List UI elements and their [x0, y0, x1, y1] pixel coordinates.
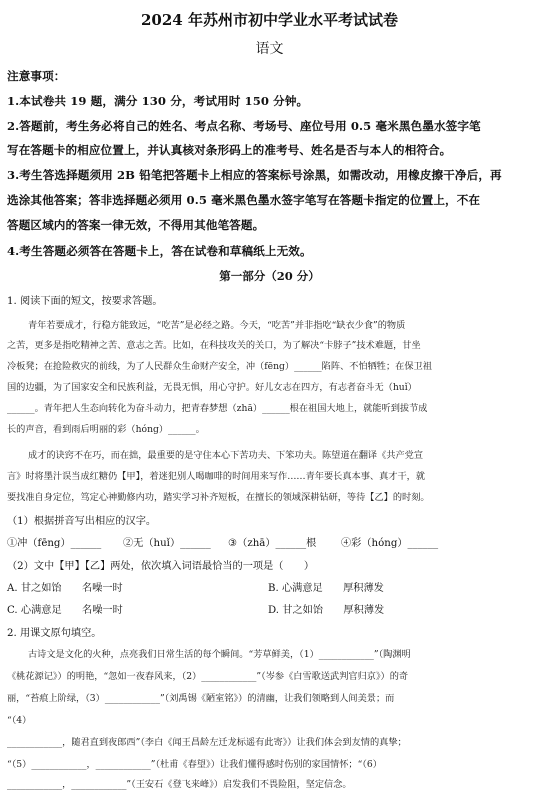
option-a: A. 甘之如饴 名噪一时 — [7, 583, 123, 594]
notice-line: 选涂其他答案；答非选择题必须用 0.5 毫米黑色墨水签字笔写在答题卡指定的位置上，不在 — [7, 193, 481, 207]
q2-line: ____________，随君直到夜郎西”（李白《闻王昌龄左迁龙标遥有此寄》）让我们体会到友情的真挚； — [7, 737, 407, 748]
notice-line: 4.考生答题必须答在答题卡上，答在试卷和草稿纸上无效。 — [7, 244, 312, 258]
notice-line: 3.考生答选择题须用 2B 铅笔把答题卡上相应的答案标号涂黑，如需改动，用橡皮擦干净后，再 — [7, 168, 502, 182]
passage-line: 言》时将墨汁误当成红糖仍【甲】，着迷犯别人喝咖啡的时间用来写作……青年要长真本事、真才干，就 — [7, 471, 426, 482]
blank-fill: ②无（huǐ）______ — [123, 538, 211, 549]
subject-title: 语文 — [255, 41, 284, 57]
q2-line: “（4） — [7, 715, 32, 726]
notice-line: 写在答题卡的相应位置上，并认真核对条形码上的准考号、姓名是否与本人的相符合。 — [7, 143, 452, 157]
exam-title: 2024 年苏州市初中学业水平考试试卷 — [141, 11, 398, 29]
q2-line: 丽，“苔痕上阶绿，（3）____________”（刘禹锡《陋室铭》）的清幽，让我们领略到人间美景；而 — [7, 693, 395, 704]
blank-fill: ③（zhā）______根 — [228, 538, 317, 549]
q1-prompt: 1. 阅读下面的短文，按要求答题。 — [7, 296, 163, 307]
blank-fill: ④彩（hóng）______ — [341, 538, 439, 549]
passage-line: 青年若要成才，行稳方能致远，“吃苦”是必经之路。今天，“吃苦”并非指吃“缺衣少食”的物质 — [28, 320, 406, 331]
q2-line: 古诗文是文化的火种，点亮我们日常生活的每个瞬间。“芳草鲜美，（1）____________”（陶渊明 — [28, 649, 411, 660]
notice-heading: 注意事项： — [7, 69, 66, 83]
q2-line: ____________，____________”（王安石《登飞来峰》）启发我们不畏险阻，坚定信念。 — [7, 779, 352, 790]
blank-fill: ①冲（fēng）______ — [7, 538, 102, 549]
q2-line: 《桃花源记》）的明艳，“忽如一夜春风来，（2）____________”（岑参《白雪歌送武判官归京》）的奇 — [7, 671, 409, 682]
passage-line: 国的边疆，为了国家安全和民族利益，无畏无惧，用心守护。好儿女志在四方，有志者奋斗无（huǐ） — [7, 382, 417, 393]
passage-line: 成才的诀窍不在巧，而在拙，最重要的是守住本心下苦功夫、下笨功夫。陈望道在翻译《共产党宣 — [28, 450, 424, 461]
q1-sub2: （2）文中【甲】【乙】两处，依次填入词语最恰当的一项是（ ） — [7, 561, 315, 572]
q2-prompt: 2. 用课文原句填空。 — [7, 628, 102, 639]
passage-line: 要找准自身定位，笃定心神勤修内功，踏实学习补齐短板，在擅长的领域深耕钻研，等待【乙】的时刻。 — [7, 492, 430, 503]
notice-line: 1.本试卷共 19 题，满分 130 分，考试用时 150 分钟。 — [7, 94, 309, 108]
option-d: D. 甘之如饴 厚积薄发 — [268, 605, 385, 616]
part1-heading: 第一部分（20 分） — [219, 269, 320, 283]
passage-line: ______。青年把人生态向转化为奋斗动力，把青春梦想（zhā）______根在祖国大地上，就能听到拔节成 — [7, 403, 428, 414]
q2-line: “（5）____________，____________”（杜甫《春望》）让我们懂得感时伤别的家国情怀；“（6） — [7, 759, 382, 770]
option-c: C. 心满意足 名噪一时 — [7, 605, 123, 616]
q1-sub1: （1）根据拼音写出相应的汉字。 — [7, 516, 157, 527]
notice-line: 2.答题前，考生务必将自己的姓名、考点名称、考场号、座位号用 0.5 毫米黑色墨水签字笔 — [7, 119, 481, 133]
passage-line: 冷板凳；在抢险救灾的前线，为了人民群众生命财产安全，冲（fēng）______陷阵、不怕牺牲；在保卫祖 — [7, 361, 432, 372]
passage-line: 长的声音，看到雨后明丽的彩（hóng）______。 — [7, 424, 205, 435]
notice-line: 答题区域内的答案一律无效，不得用其他笔答题。 — [7, 218, 265, 232]
option-b: B. 心满意足 厚积薄发 — [268, 583, 384, 594]
passage-line: 之苦，更多是指吃精神之苦、意志之苦。比如，在科技攻关的关口，为了解决“卡脖子”技术难题，甘坐 — [7, 340, 421, 351]
